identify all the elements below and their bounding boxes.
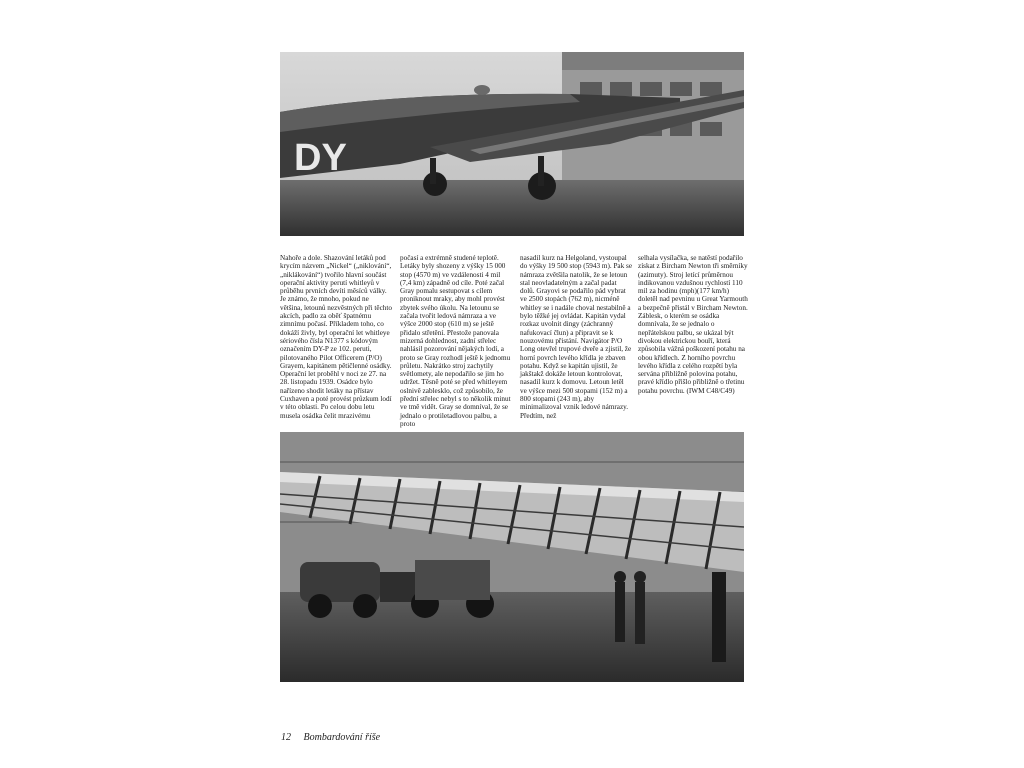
photo-damaged-wing [280,432,744,682]
column-1-text: Nahoře a dole. Shazování letáků pod krycím názvem „Nickel“ („niklování“, „niklákování“) tvořilo hlavní součást operační aktivity perutí whitleyů v průběhu prvních devíti měsíců války. Je známo, že mnoho, pokud ne většina, letounů nezvěstných při těchto akcích, padlo za oběť špatnému zimnímu počasí. Příkladem toho, co dokáží živly, byl operační let whitleye sériového čísla N1377 s kódovým označením DY-P ze 102. peruti, pilotovaného Pilot Officerem (P/O) Grayem, kapitánem pětičlenné osádky. Operační let proběhl v noci ze 27. na 28. listopadu 1939. Osádce bylo nařízeno shodit letáky na přístav Cuxhaven a poté provést průzkum lodí v této oblasti. Po celou dobu letu musela osádka čelit mrazivému [280,254,392,420]
article-columns [280,254,748,428]
book-title: Bombardování říše [303,732,381,743]
column-2-text: počasí a extrémně studené teplotě. Letáky byly shozeny z výšky 15 000 stop (4570 m) ve vzdálenosti 4 mil (7,4 km) západně od cíle. Poté začal Gray pomalu sestupovat s cílem proniknout mraky, aby mohl provést zbytek svého úkolu. Na letounu se začala tvořit ledová námraza a ve výšce 2000 stop (610 m) se ještě přidalo střetění. Přestože panovala mizerná dohlednost, zadní střelec nahlásil pozorování nějakých lodí, a proto se Gray rozhodl ještě k jednomu průletu. Nakrátko stroj zachytily světlomety, ale nepodařilo se jim ho udržet. Těsně poté se před whitleyem oslnivě zablesklo, což způsobilo, že přední střelec nebyl s to několik minut ve tmě vidět. Gray se domníval, že se jednalo o protiletadlovou palbu, a proto [400,254,511,428]
text-column-4 [638,254,750,395]
fuselage-code-text: DY [294,137,347,179]
text-column-3 [520,254,632,420]
page-footer [281,732,380,743]
column-4-text: selhala vysílačka, se natěstí podařilo získat z Bircham Newton tři směrníky (azimuty). Stroj letící průměrnou indikovanou vzdušnou rychlostí 110 mil za hodinu (mph)(177 km/h) doletěl nad pevninu u Great Yarmouth a bezpečně přistál v Bircham Newton. Záblesk, o kterém se osádka domnívala, že se jednalo o nepřátelskou palbu, se ukázal být divokou elektrickou bouří, která způsobila vážná poškození potahu na obou křídlech. Z horního povrchu levého křídla z celého rozpětí byla servána přibližně polovina potahu, pravé křídlo přišlo přibližně o třetinu potahu povrchu. (IWM C48/C49) [638,254,748,395]
text-column-2 [400,254,512,428]
column-3-text: nasadil kurz na Helgoland, vystoupal do výšky 19 500 stop (5943 m). Pak se námraza zvětšila natolik, že se letoun stal neovladatelným a začal padat dolů. Grayovi se podařilo pád vybrat ve 2500 stopách (762 m), nicméně whitley se i nadále choval nestabilně a bylo těžké jej ovládat. Kapitán vydal rozkaz uvolnit dingy (záchranný nafukovací člun) a připravit se k nouzovému přistání. Navigátor P/O Long otevřel trupové dveře a zjistil, že horní povrch levého křídla je zbaven potahu. Když se kapitán ujistil, že jakštakž dokáže letoun kontrolovat, nasadil kurz k domovu. Letoun letěl ve výšce mezi 500 stopami (152 m) a 800 stopami (243 m), aby minimalizoval vznik ledové námrazy. Předtím, než [520,254,633,420]
photo-whitley-aircraft [280,52,744,236]
text-column-1 [280,254,392,420]
page-number: 12 [281,732,291,743]
